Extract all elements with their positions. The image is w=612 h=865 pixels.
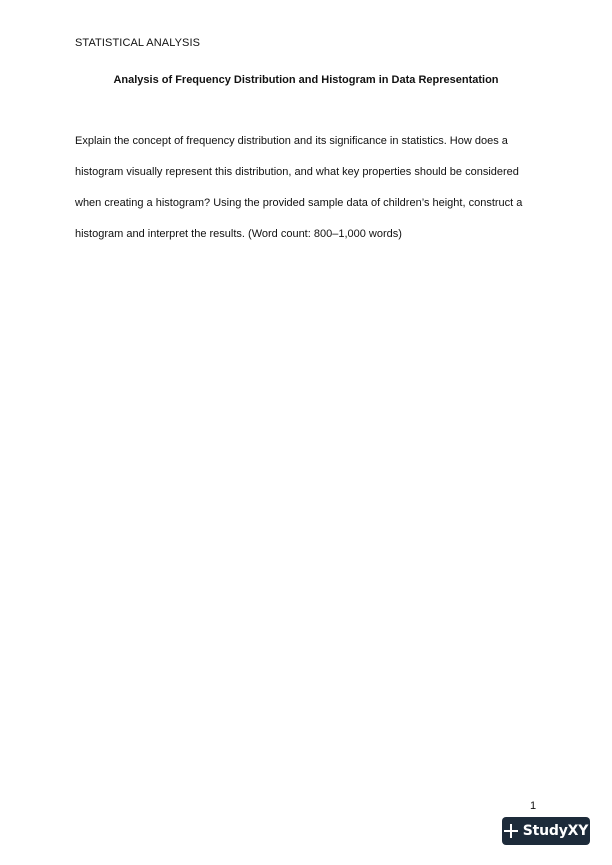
question-line: histogram visually represent this distribution, and what key properties should be considered: [75, 166, 519, 178]
question-line: when creating a histogram? Using the provided sample data of children’s height, construct a: [75, 197, 523, 209]
plus-icon: [504, 824, 518, 838]
document-title: Analysis of Frequency Distribution and Histogram in Data Representation: [113, 74, 499, 86]
watermark-text: StudyXY: [522, 823, 589, 839]
page-number: 1: [530, 800, 537, 812]
question-line: Explain the concept of frequency distribution and its significance in statistics. How does a: [75, 135, 508, 147]
running-head: STATISTICAL ANALYSIS: [75, 37, 201, 49]
question-paragraph: [75, 133, 543, 257]
studyxy-watermark: [502, 817, 590, 845]
question-line: histogram and interpret the results. (Word count: 800–1,000 words): [75, 228, 402, 240]
